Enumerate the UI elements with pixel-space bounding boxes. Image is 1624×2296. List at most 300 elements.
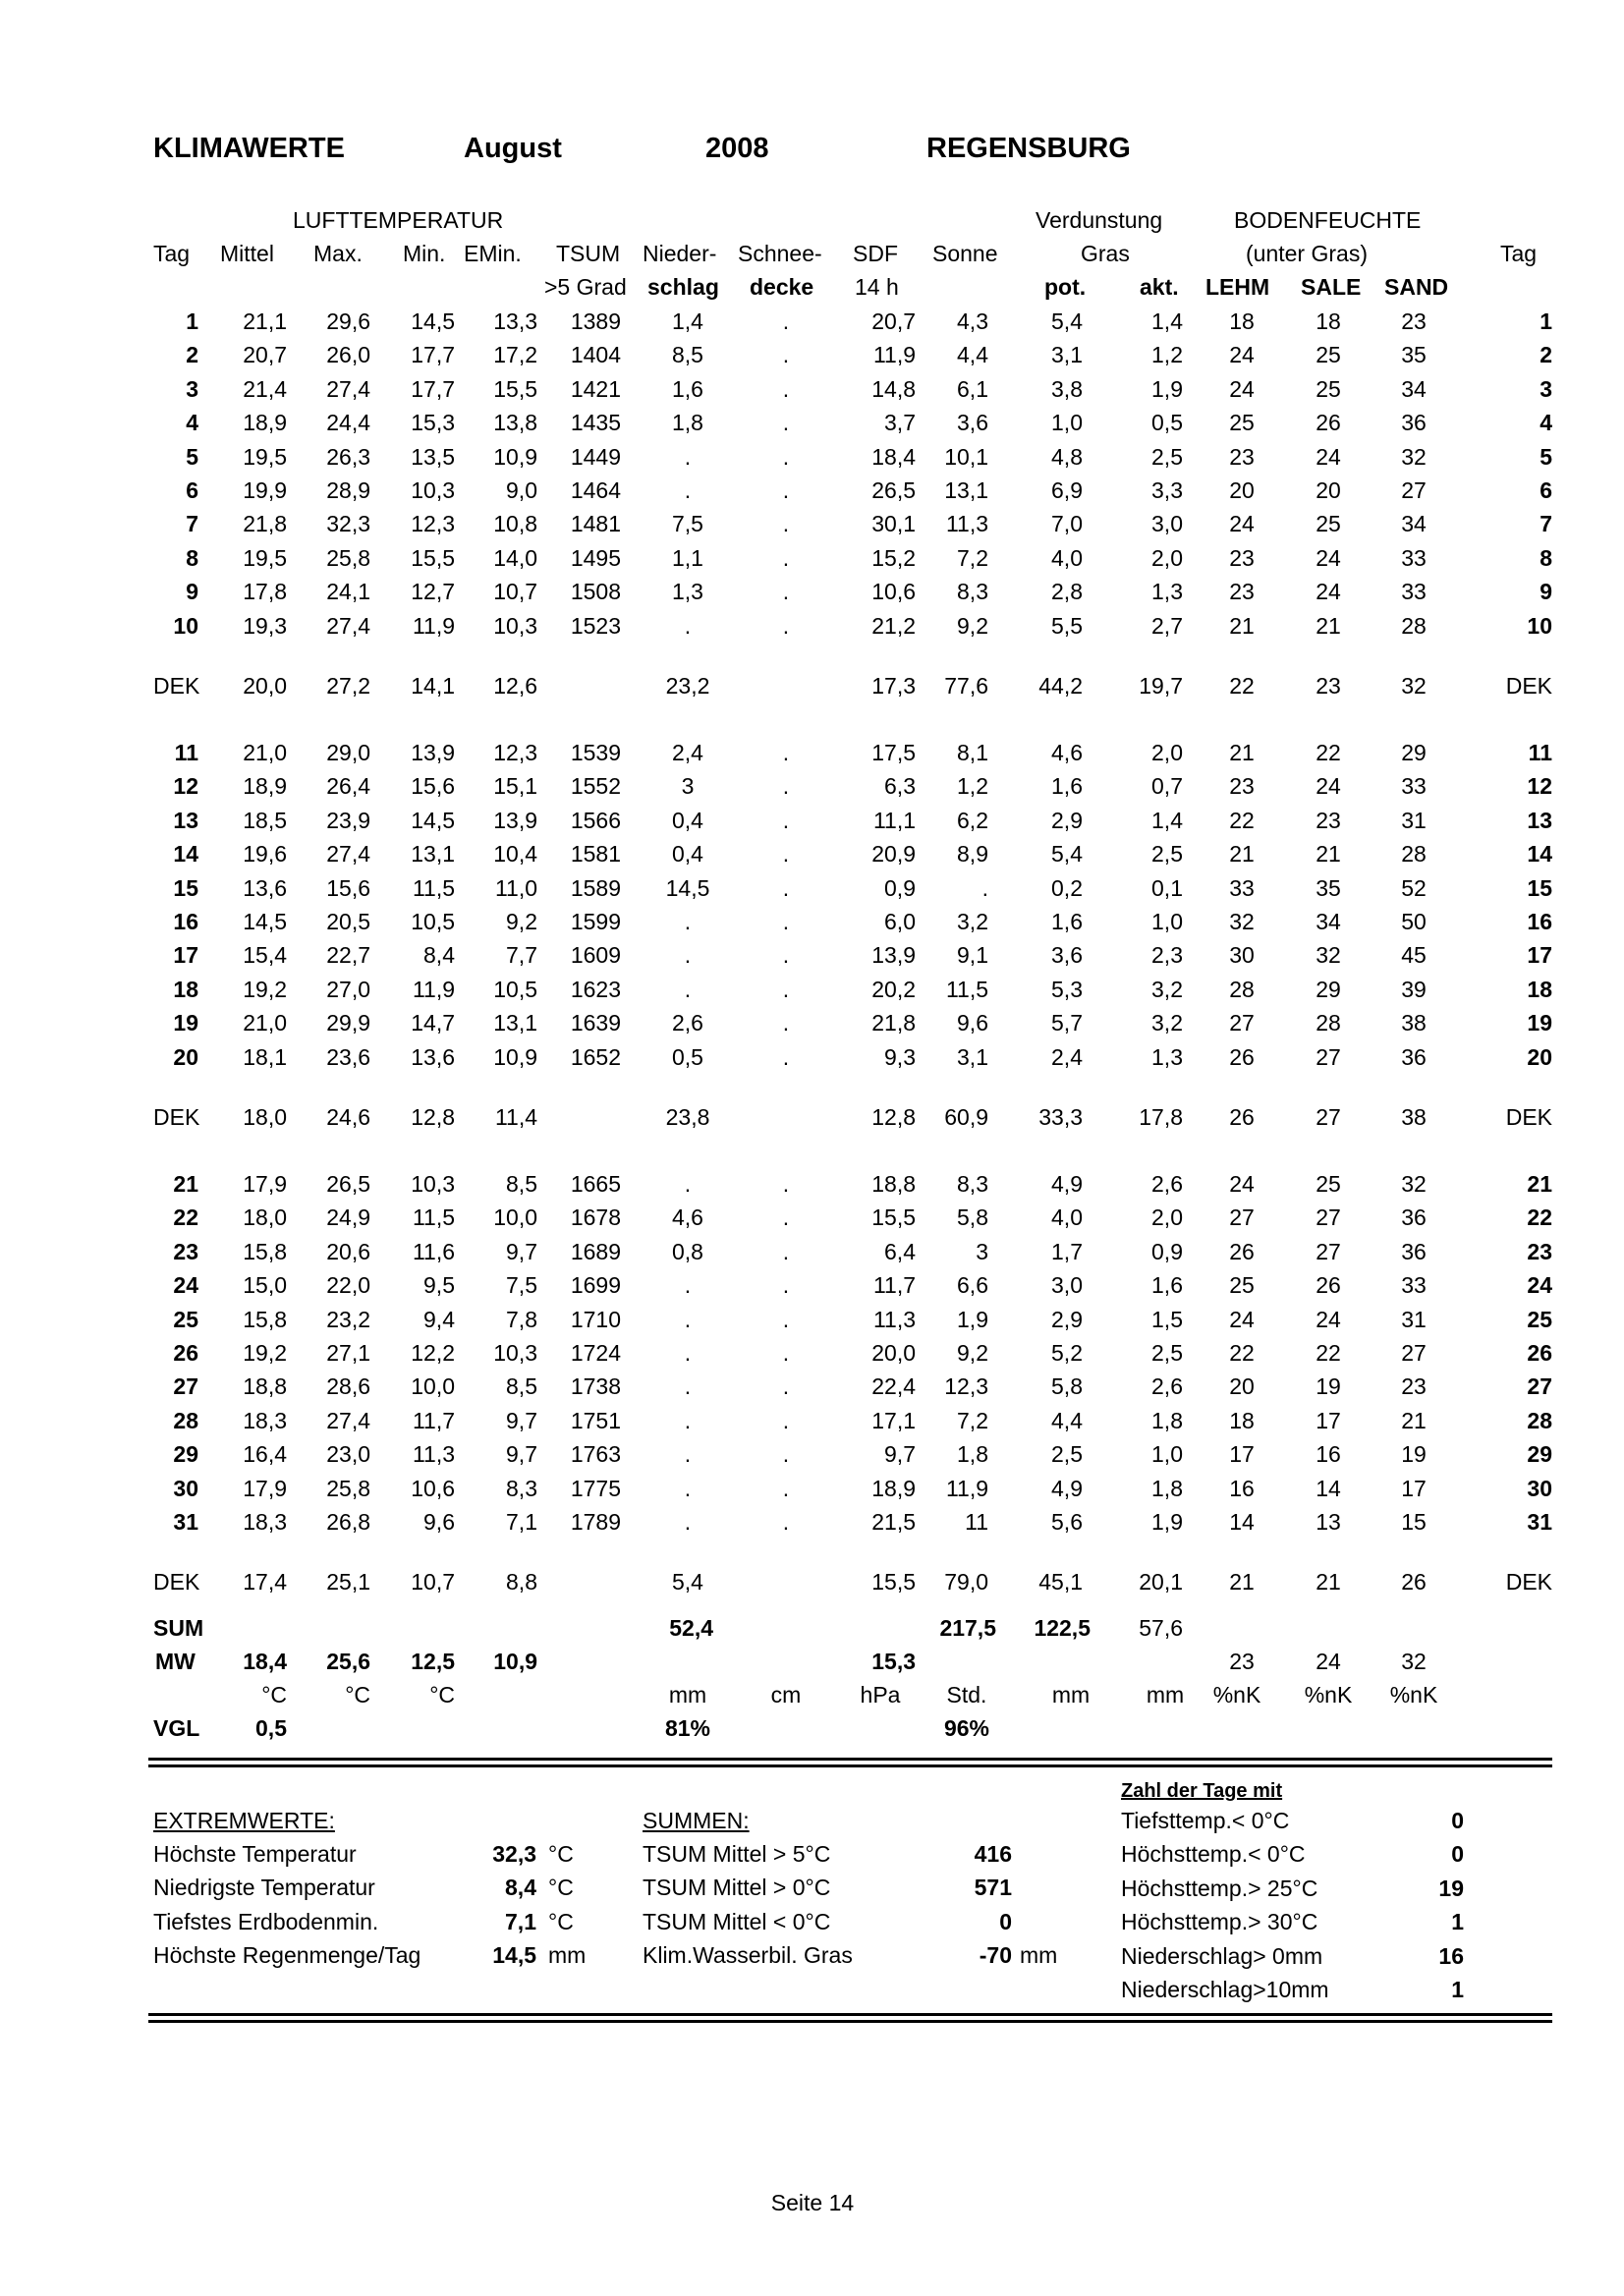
unit-mittel: °C [261, 1682, 287, 1708]
row-tag_r: 14 [1527, 841, 1552, 868]
row-sand: 21 [1401, 1407, 1427, 1433]
row-emin: 14,0 [493, 544, 537, 571]
row-emin: 10,9 [493, 443, 537, 470]
row-pot: 5,6 [1051, 1509, 1083, 1535]
dek-min: 12,8 [411, 1104, 455, 1130]
row-nieder: 0,4 [672, 841, 703, 868]
row-tag_r: 7 [1540, 511, 1552, 537]
row-tag_r: 16 [1527, 909, 1552, 934]
tage-value: 1 [1451, 1909, 1464, 1935]
report-month: August [464, 133, 562, 164]
row-akt: 2,0 [1151, 740, 1183, 765]
row-min: 13,6 [411, 1043, 455, 1070]
row-min: 15,5 [411, 544, 455, 571]
row-max: 26,5 [326, 1171, 370, 1197]
row-sale: 16 [1316, 1441, 1341, 1468]
row-nieder: 2,6 [672, 1010, 703, 1036]
row-sand: 52 [1401, 874, 1427, 901]
header-schnee: Schnee- [738, 241, 822, 266]
row-lehm: 28 [1229, 976, 1255, 1002]
row-min: 11,9 [412, 612, 455, 639]
row-pot: 1,6 [1051, 909, 1083, 934]
row-sale: 24 [1316, 1306, 1341, 1332]
row-tsum: 1763 [570, 1441, 621, 1468]
row-sale: 32 [1316, 942, 1341, 969]
row-emin: 7,1 [506, 1509, 537, 1535]
header-lehm: LEHM [1205, 274, 1270, 300]
dek-mittel: 18,0 [243, 1104, 287, 1130]
row-sale: 25 [1316, 1171, 1341, 1197]
row-max: 27,4 [326, 1407, 370, 1433]
row-min: 17,7 [411, 342, 455, 368]
dek-min: 10,7 [411, 1569, 455, 1595]
row-lehm: 17 [1229, 1441, 1255, 1468]
row-schnee: . [782, 308, 790, 334]
dek-mittel: 17,4 [243, 1569, 287, 1595]
row-max: 25,8 [326, 544, 370, 571]
row-emin: 13,1 [493, 1010, 537, 1036]
row-sdf: 18,9 [871, 1475, 916, 1501]
row-min: 11,5 [412, 874, 455, 901]
row-sdf: 10,6 [871, 579, 916, 605]
summen-label: Klim.Wasserbil. Gras [643, 1942, 853, 1969]
row-sonne: 9,6 [957, 1010, 988, 1036]
row-tag: 15 [173, 874, 198, 901]
row-schnee: . [782, 1238, 790, 1264]
row-sdf: 20,2 [871, 976, 916, 1002]
row-sonne: 7,2 [957, 1407, 988, 1433]
header-sonne: Sonne [932, 241, 998, 266]
row-max: 22,7 [326, 942, 370, 969]
row-tsum: 1699 [570, 1272, 621, 1299]
summen-label: TSUM Mittel > 5°C [643, 1841, 831, 1867]
row-max: 27,4 [326, 612, 370, 639]
row-min: 10,3 [411, 477, 455, 503]
row-mittel: 21,0 [243, 1010, 287, 1036]
row-tag: 5 [186, 443, 198, 470]
row-akt: 2,6 [1151, 1373, 1183, 1400]
row-schnee: . [782, 807, 790, 833]
row-sdf: 11,9 [872, 342, 916, 368]
row-tag_r: 19 [1527, 1010, 1552, 1036]
row-max: 20,6 [326, 1238, 370, 1264]
row-sale: 24 [1316, 544, 1341, 571]
row-sand: 33 [1401, 1272, 1427, 1299]
row-mittel: 15,8 [243, 1306, 287, 1332]
row-sonne: 11,9 [945, 1475, 988, 1501]
row-akt: 3,0 [1151, 511, 1183, 537]
summen-value: 416 [974, 1841, 1012, 1867]
row-sale: 21 [1316, 612, 1341, 639]
row-tag: 23 [173, 1238, 198, 1264]
row-sdf: 18,4 [871, 443, 916, 470]
row-lehm: 24 [1229, 1306, 1255, 1332]
row-tsum: 1775 [570, 1475, 621, 1501]
row-emin: 10,4 [493, 841, 537, 868]
row-sand: 32 [1401, 1171, 1427, 1197]
row-tsum: 1495 [570, 544, 621, 571]
row-sdf: 17,1 [871, 1407, 916, 1433]
sum-sonne: 217,5 [939, 1615, 996, 1641]
row-schnee: . [782, 1373, 790, 1400]
row-schnee: . [782, 1272, 790, 1299]
tage-heading: Zahl der Tage mit [1121, 1780, 1283, 1802]
row-mittel: 19,5 [243, 544, 287, 571]
extrem-value: 7,1 [505, 1908, 536, 1934]
row-sdf: 6,0 [884, 909, 916, 934]
unit-akt: mm [1146, 1682, 1185, 1708]
dek-sdf: 15,5 [871, 1569, 916, 1595]
row-tsum: 1552 [570, 773, 621, 800]
row-max: 29,9 [326, 1010, 370, 1036]
row-tsum: 1421 [570, 375, 621, 402]
dek-tag: DEK [153, 1569, 200, 1595]
sum-nieder: 52,4 [669, 1615, 713, 1641]
row-mittel: 18,8 [243, 1373, 287, 1400]
row-emin: 8,5 [506, 1373, 537, 1400]
row-schnee: . [782, 511, 790, 537]
row-tag_r: 26 [1527, 1340, 1552, 1366]
row-sand: 17 [1401, 1475, 1427, 1501]
row-sonne: 11,5 [945, 976, 988, 1002]
row-min: 13,1 [411, 841, 455, 868]
row-akt: 1,4 [1151, 308, 1183, 334]
row-sonne: 3,1 [957, 1043, 988, 1070]
row-emin: 7,8 [506, 1306, 537, 1332]
row-schnee: . [782, 612, 790, 639]
row-akt: 2,5 [1151, 841, 1183, 868]
row-akt: 0,9 [1151, 1238, 1183, 1264]
row-emin: 15,1 [493, 773, 537, 800]
row-tag_r: 18 [1527, 976, 1552, 1002]
row-pot: 0,2 [1051, 874, 1083, 901]
row-sdf: 20,7 [871, 308, 916, 334]
dek-akt: 17,8 [1139, 1104, 1183, 1130]
row-pot: 6,9 [1051, 477, 1083, 503]
row-schnee: . [782, 477, 790, 503]
unit-sonne: Std. [946, 1682, 987, 1708]
row-sdf: 20,9 [871, 841, 916, 868]
row-schnee: . [782, 375, 790, 402]
row-schnee: . [782, 544, 790, 571]
dek-nieder: 23,8 [665, 1104, 710, 1130]
row-nieder: 1,6 [672, 375, 703, 402]
mw-emin: 10,9 [493, 1649, 537, 1674]
row-sand: 27 [1401, 477, 1427, 503]
row-pot: 5,3 [1051, 976, 1083, 1002]
row-schnee: . [782, 1340, 790, 1366]
row-sdf: 18,8 [871, 1171, 916, 1197]
row-tag: 31 [173, 1509, 198, 1535]
row-sonne: 9,2 [957, 612, 988, 639]
row-tag: 25 [173, 1306, 198, 1332]
row-tag: 26 [173, 1340, 198, 1366]
row-min: 11,9 [412, 976, 455, 1002]
row-pot: 1,7 [1051, 1238, 1083, 1264]
row-max: 23,6 [326, 1043, 370, 1070]
mw-sdf: 15,3 [871, 1649, 916, 1674]
row-sonne: 4,4 [957, 342, 988, 368]
dek-tag_r: DEK [1505, 1569, 1552, 1595]
row-schnee: . [782, 874, 790, 901]
dek-pot: 44,2 [1038, 673, 1083, 699]
row-pot: 2,5 [1051, 1441, 1083, 1468]
row-emin: 9,2 [506, 909, 537, 934]
header-nieder: Nieder- [643, 241, 717, 266]
row-mittel: 21,8 [243, 511, 287, 537]
row-mittel: 21,0 [243, 740, 287, 765]
row-lehm: 23 [1229, 544, 1255, 571]
row-tsum: 1751 [570, 1407, 621, 1433]
row-min: 15,6 [411, 773, 455, 800]
row-akt: 1,9 [1151, 1509, 1183, 1535]
row-min: 12,7 [411, 579, 455, 605]
row-sand: 39 [1401, 976, 1427, 1002]
row-nieder: 8,5 [672, 342, 703, 368]
row-tag: 19 [173, 1010, 198, 1036]
row-mittel: 15,0 [243, 1272, 287, 1299]
row-tsum: 1581 [570, 841, 621, 868]
row-schnee: . [782, 1043, 790, 1070]
row-min: 10,5 [411, 909, 455, 934]
row-tsum: 1623 [570, 976, 621, 1002]
row-nieder: . [684, 612, 692, 639]
mw-sale: 24 [1316, 1649, 1341, 1674]
row-nieder: 3 [681, 773, 695, 800]
row-sand: 28 [1401, 612, 1427, 639]
row-akt: 0,5 [1151, 410, 1183, 436]
row-sand: 15 [1401, 1509, 1427, 1535]
row-tsum: 1435 [570, 410, 621, 436]
summen-value: 571 [974, 1875, 1012, 1901]
row-sale: 18 [1316, 308, 1341, 334]
row-sand: 32 [1401, 443, 1427, 470]
row-sdf: 21,2 [871, 612, 916, 639]
dek-akt: 19,7 [1139, 673, 1183, 699]
row-sonne: 5,8 [957, 1204, 988, 1231]
row-emin: 12,3 [493, 740, 537, 765]
dek-lehm: 22 [1229, 673, 1255, 699]
summen-label: TSUM Mittel > 0°C [643, 1875, 831, 1901]
row-emin: 10,8 [493, 511, 537, 537]
row-schnee: . [782, 942, 790, 969]
tage-label: Höchsttemp.< 0°C [1121, 1841, 1306, 1868]
header-tsum: TSUM [556, 241, 621, 266]
vgl-mittel: 0,5 [255, 1715, 287, 1741]
row-max: 25,8 [326, 1475, 370, 1501]
row-nieder: . [684, 1272, 692, 1299]
row-emin: 10,9 [493, 1043, 537, 1070]
row-tag: 28 [173, 1407, 198, 1433]
row-min: 11,6 [412, 1238, 455, 1264]
row-schnee: . [782, 909, 790, 934]
row-max: 26,8 [326, 1509, 370, 1535]
row-sand: 23 [1401, 1373, 1427, 1400]
row-min: 14,5 [411, 308, 455, 334]
row-sonne: 11 [965, 1509, 988, 1535]
unit-nieder: mm [668, 1682, 707, 1708]
row-emin: 7,7 [506, 942, 537, 969]
row-lehm: 26 [1229, 1043, 1255, 1070]
row-sonne: 3,6 [957, 410, 988, 436]
row-akt: 1,0 [1151, 1441, 1183, 1468]
dek-nieder: 23,2 [665, 673, 710, 699]
summen-value: 0 [999, 1908, 1012, 1934]
row-lehm: 22 [1229, 1340, 1255, 1366]
row-akt: 1,3 [1151, 1043, 1183, 1070]
row-lehm: 23 [1229, 443, 1255, 470]
row-min: 9,4 [423, 1306, 455, 1332]
row-emin: 10,5 [493, 976, 537, 1002]
row-nieder: . [684, 1306, 692, 1332]
extrem-value: 32,3 [492, 1841, 536, 1867]
summen-heading: SUMMEN: [643, 1808, 750, 1833]
tage-label: Tiefsttemp.< 0°C [1121, 1808, 1290, 1833]
dek-max: 24,6 [326, 1104, 370, 1130]
row-tag_r: 10 [1527, 612, 1552, 639]
row-sonne: 12,3 [944, 1373, 988, 1400]
row-tag_r: 28 [1527, 1407, 1552, 1433]
unit-schnee: cm [770, 1682, 802, 1708]
row-lehm: 23 [1229, 579, 1255, 605]
row-tsum: 1566 [570, 807, 621, 833]
row-tag_r: 9 [1540, 579, 1552, 605]
row-sale: 25 [1316, 342, 1341, 368]
row-tag: 2 [186, 342, 198, 368]
row-sonne: 3 [976, 1238, 988, 1264]
dek-emin: 8,8 [506, 1569, 537, 1595]
row-sale: 22 [1316, 740, 1341, 765]
row-tsum: 1481 [570, 511, 621, 537]
row-sand: 45 [1401, 942, 1427, 969]
row-akt: 3,2 [1151, 976, 1183, 1002]
unit-pot: mm [1051, 1682, 1091, 1708]
dek-sale: 21 [1316, 1569, 1341, 1595]
row-schnee: . [782, 342, 790, 368]
row-tsum: 1789 [570, 1509, 621, 1535]
dek-sand: 26 [1401, 1569, 1427, 1595]
extremwerte-heading: EXTREMWERTE: [153, 1808, 335, 1833]
row-mittel: 18,5 [243, 807, 287, 833]
report-station: REGENSBURG [926, 133, 1131, 164]
row-tag_r: 25 [1527, 1306, 1552, 1332]
row-tsum: 1652 [570, 1043, 621, 1070]
row-lehm: 25 [1229, 1272, 1255, 1299]
row-min: 10,6 [411, 1475, 455, 1501]
header-mittel: Mittel [220, 241, 274, 266]
row-emin: 13,9 [493, 807, 537, 833]
extrem-label: Höchste Regenmenge/Tag [153, 1942, 421, 1969]
row-tag: 30 [173, 1475, 198, 1501]
row-tag_r: 27 [1527, 1373, 1552, 1400]
row-max: 27,1 [326, 1340, 370, 1366]
row-tag: 4 [186, 410, 198, 436]
row-tsum: 1609 [570, 942, 621, 969]
row-nieder: 1,8 [672, 410, 703, 436]
dek-tag_r: DEK [1505, 673, 1552, 699]
row-sonne: 8,3 [957, 579, 988, 605]
tage-label: Höchsttemp.> 30°C [1121, 1909, 1318, 1935]
row-sonne: 6,2 [957, 807, 988, 833]
row-schnee: . [782, 841, 790, 868]
row-sonne: 1,8 [957, 1441, 988, 1468]
row-tsum: 1523 [570, 612, 621, 639]
row-akt: 2,0 [1151, 1204, 1183, 1231]
row-nieder: . [684, 1475, 692, 1501]
row-lehm: 20 [1229, 1373, 1255, 1400]
mw-min: 12,5 [411, 1649, 455, 1674]
unit-min: °C [429, 1682, 455, 1708]
row-tag_r: 8 [1540, 544, 1552, 571]
row-min: 11,5 [412, 1204, 455, 1231]
sum-akt: 57,6 [1139, 1615, 1183, 1641]
divider-top-2 [148, 1764, 1552, 1767]
row-max: 24,9 [326, 1204, 370, 1231]
row-lehm: 23 [1229, 773, 1255, 800]
row-pot: 2,8 [1051, 579, 1083, 605]
row-tag_r: 30 [1527, 1475, 1552, 1501]
row-lehm: 18 [1229, 1407, 1255, 1433]
row-tsum: 1665 [570, 1171, 621, 1197]
row-min: 13,9 [411, 740, 455, 765]
row-nieder: . [684, 1509, 692, 1535]
header-sale: SALE [1301, 274, 1362, 300]
row-pot: 3,1 [1051, 342, 1083, 368]
row-sonne: 1,2 [957, 773, 988, 800]
row-sonne: 9,1 [957, 942, 988, 969]
row-sand: 27 [1401, 1340, 1427, 1366]
row-min: 13,5 [411, 443, 455, 470]
row-tag: 13 [173, 807, 198, 833]
row-sale: 24 [1316, 579, 1341, 605]
row-mittel: 18,0 [243, 1204, 287, 1231]
row-pot: 4,4 [1051, 1407, 1083, 1433]
row-pot: 2,4 [1051, 1043, 1083, 1070]
row-tag_r: 13 [1527, 807, 1552, 833]
row-sale: 22 [1316, 1340, 1341, 1366]
row-min: 11,3 [412, 1441, 455, 1468]
row-mittel: 20,7 [243, 342, 287, 368]
row-pot: 4,0 [1051, 544, 1083, 571]
row-sdf: 20,0 [871, 1340, 916, 1366]
header-grad5: >5 Grad [544, 274, 627, 300]
row-max: 15,6 [326, 874, 370, 901]
row-schnee: . [782, 1010, 790, 1036]
row-akt: 3,3 [1151, 477, 1183, 503]
row-pot: 5,7 [1051, 1010, 1083, 1036]
row-akt: 0,1 [1151, 874, 1183, 901]
row-nieder: . [684, 443, 692, 470]
dek-sonne: 79,0 [944, 1569, 988, 1595]
row-pot: 1,0 [1051, 410, 1083, 436]
row-sale: 19 [1316, 1373, 1341, 1400]
row-lehm: 33 [1229, 874, 1255, 901]
row-sonne: 9,2 [957, 1340, 988, 1366]
bodenfeuchte-heading: BODENFEUCHTE [1234, 207, 1422, 233]
row-pot: 2,9 [1051, 1306, 1083, 1332]
row-max: 22,0 [326, 1272, 370, 1299]
row-lehm: 27 [1229, 1010, 1255, 1036]
row-akt: 1,5 [1151, 1306, 1183, 1332]
row-sdf: 6,4 [884, 1238, 916, 1264]
row-pot: 4,9 [1051, 1171, 1083, 1197]
row-lehm: 20 [1229, 477, 1255, 503]
header-decke: decke [750, 274, 814, 300]
row-lehm: 27 [1229, 1204, 1255, 1231]
row-sand: 29 [1401, 740, 1427, 765]
row-akt: 2,6 [1151, 1171, 1183, 1197]
row-tag_r: 1 [1540, 308, 1552, 334]
